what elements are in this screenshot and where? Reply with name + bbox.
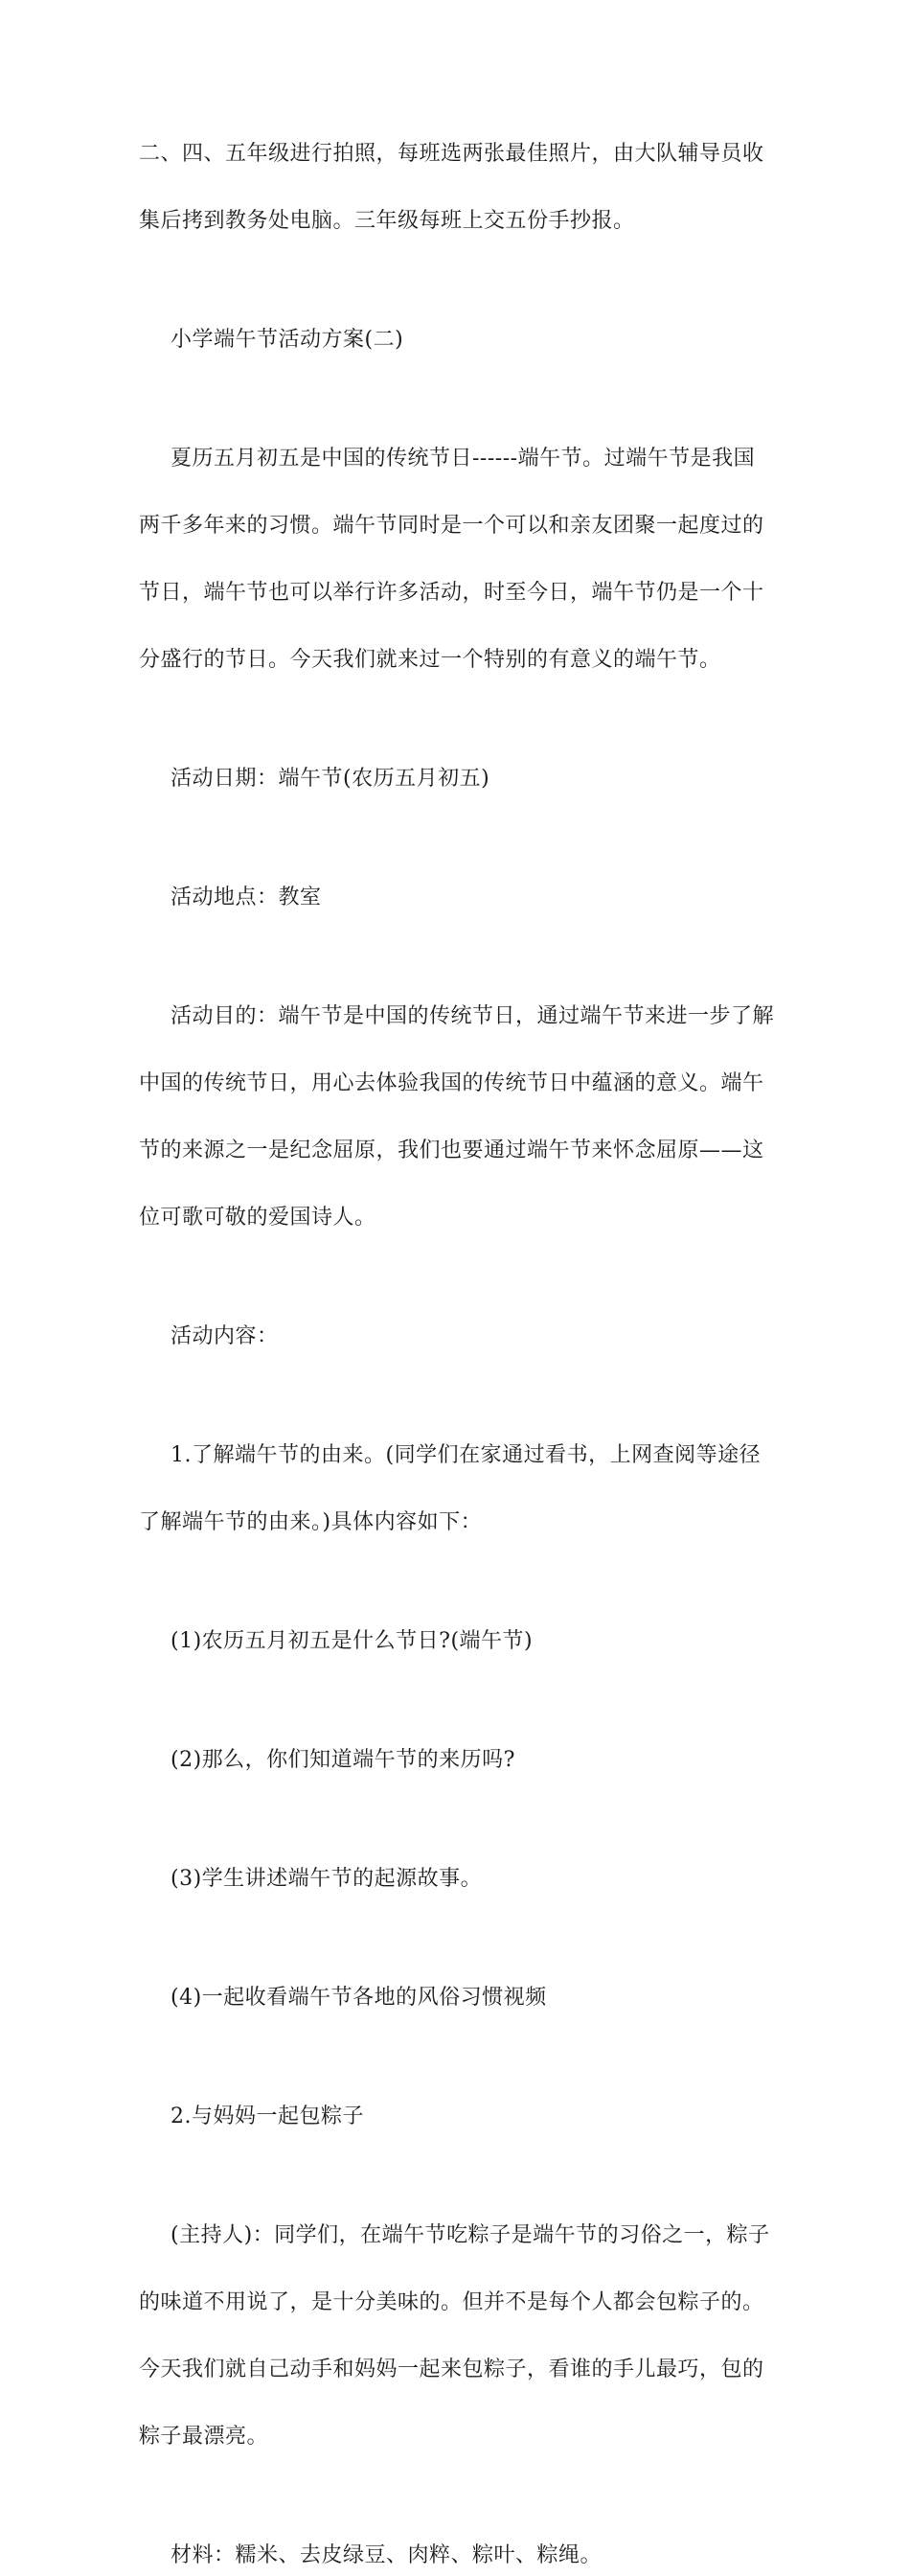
- paragraph-subitem-4: [139, 1947, 775, 2048]
- text-line: 了解端午节的由来。)具体内容如下：: [139, 1510, 483, 1534]
- text-line: 小学端午节活动方案(二): [171, 328, 404, 352]
- text-line: 活动目的：端午节是中国的传统节日，通过端午节来进一步了解: [171, 1004, 775, 1028]
- text-line: 两千多年来的习惯。端午节同时是一个可以和亲友团聚一起度过的: [139, 514, 764, 538]
- text-line: (主持人)：同学们，在端午节吃粽子是端午节的习俗之一，粽子: [171, 2223, 770, 2247]
- document-page: [139, 104, 775, 2576]
- text-line: 粽子最漂亮。: [139, 2425, 269, 2449]
- section-title: [139, 289, 775, 390]
- paragraph-activity-purpose: [139, 966, 775, 1268]
- paragraph-activity-content-heading: [139, 1286, 775, 1387]
- text-line: 夏历五月初五是中国的传统节日------端午节。过端午节是我国: [171, 447, 756, 471]
- text-line: (4)一起收看端午节各地的风俗习惯视频: [171, 1986, 547, 2010]
- text-line: 节日，端午节也可以举行许多活动，时至今日，端午节仍是一个十: [139, 581, 764, 605]
- paragraph-subitem-2: [139, 1710, 775, 1810]
- text-line: 节的来源之一是纪念屈原，我们也要通过端午节来怀念屈原——这: [139, 1138, 764, 1162]
- text-line: 材料：糯米、去皮绿豆、肉粹、粽叶、粽绳。: [171, 2543, 603, 2567]
- paragraph-introduction: [139, 408, 775, 710]
- text-line: 中国的传统节日，用心去体验我国的传统节日中蕴涵的意义。端午: [139, 1071, 764, 1095]
- paragraph-materials: [139, 2505, 775, 2576]
- text-line: 二、四、五年级进行拍照，每班选两张最佳照片，由大队辅导员收: [139, 142, 764, 166]
- paragraph-photo-instructions: [139, 104, 775, 271]
- text-line: (1)农历五月初五是什么节日?(端午节): [171, 1629, 534, 1653]
- paragraph-item-1: [139, 1405, 775, 1573]
- paragraph-subitem-1: [139, 1591, 775, 1691]
- text-line: 1.了解端午节的由来。(同学们在家通过看书，上网查阅等途径: [171, 1443, 762, 1467]
- text-line: (3)学生讲述端午节的起源故事。: [171, 1867, 483, 1891]
- text-line: 的味道不用说了，是十分美味的。但并不是每个人都会包粽子的。: [139, 2290, 764, 2314]
- text-line: 位可歌可敬的爱国诗人。: [139, 1206, 376, 1230]
- text-line: 今天我们就自己动手和妈妈一起来包粽子，看谁的手儿最巧，包的: [139, 2358, 764, 2381]
- paragraph-item-2: [139, 2066, 775, 2167]
- paragraph-subitem-3: [139, 1828, 775, 1929]
- paragraph-activity-date: [139, 728, 775, 829]
- text-line: 分盛行的节日。今天我们就来过一个特别的有意义的端午节。: [139, 648, 721, 672]
- text-line: 活动日期：端午节(农历五月初五): [171, 767, 490, 791]
- text-line: (2)那么，你们知道端午节的来历吗?: [171, 1748, 515, 1772]
- text-line: 活动地点：教室: [171, 886, 322, 909]
- text-line: 2.与妈妈一起包粽子: [171, 2104, 364, 2128]
- paragraph-host-speech: [139, 2185, 775, 2487]
- text-line: 集后拷到教务处电脑。三年级每班上交五份手抄报。: [139, 209, 635, 233]
- text-line: 活动内容：: [171, 1324, 279, 1348]
- paragraph-activity-location: [139, 847, 775, 948]
